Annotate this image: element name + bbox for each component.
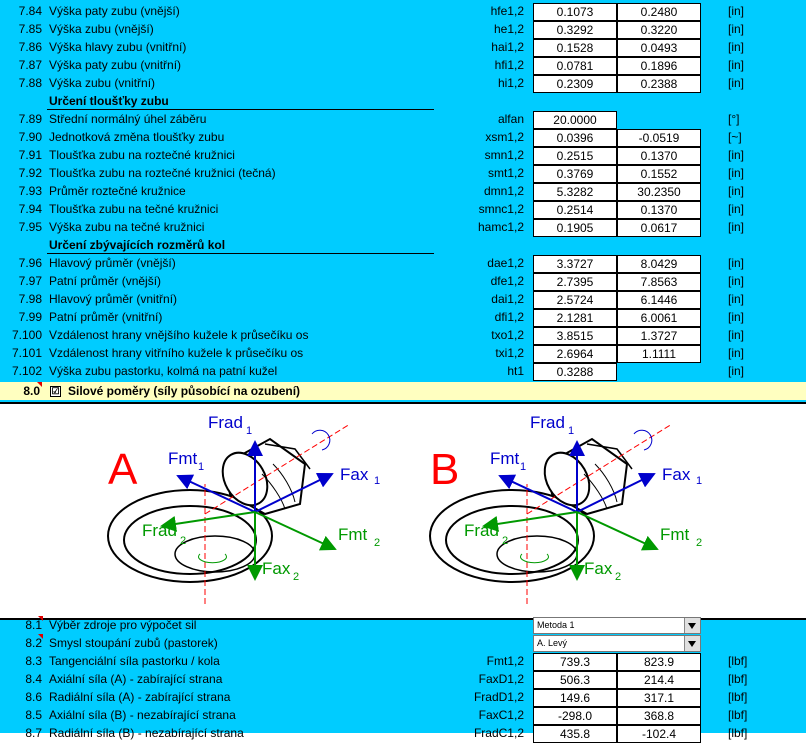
label-frad2: Frad (142, 521, 177, 540)
value-cell-2[interactable]: 0.3220 (617, 21, 701, 39)
table-row (0, 200, 806, 218)
row-8-2 (0, 634, 806, 652)
row-number: 7.94 (18, 202, 42, 216)
value-cell-1[interactable]: 0.3292 (533, 21, 617, 39)
row-number: 7.97 (18, 274, 42, 288)
row-label: Tloušťka zubu na roztečné kružnici (49, 148, 235, 162)
value-cell-1[interactable]: 0.2515 (533, 147, 617, 165)
label-frad1: Frad (530, 413, 565, 432)
row-label: Výška zubu (vnitřní) (49, 76, 156, 90)
row-unit: [in] (728, 220, 745, 234)
value-cell-2[interactable]: -0.0519 (617, 129, 701, 147)
comment-marker-icon (37, 382, 42, 387)
label-sub: 2 (180, 535, 187, 547)
comment-marker-icon (38, 634, 43, 639)
row-label: Výběr zdroje pro výpočet sil (49, 618, 197, 632)
label-sub: 1 (374, 475, 381, 487)
value-cell-2[interactable]: -102.4 (617, 725, 701, 743)
row-unit: [lbf] (728, 654, 748, 668)
value-cell-1[interactable]: 0.1073 (533, 3, 617, 21)
value-cell-2[interactable]: 0.1552 (617, 165, 701, 183)
table-row (0, 56, 806, 74)
table-row (0, 724, 806, 742)
row-symbol: dfi1,2 (494, 310, 524, 324)
value-cell-1[interactable]: 0.2514 (533, 201, 617, 219)
row-number: 7.89 (18, 112, 42, 126)
row-label: Hlavový průměr (vnitřní) (49, 292, 178, 306)
row-number: 8.4 (25, 672, 42, 686)
value-cell-1[interactable]: 5.3282 (533, 183, 617, 201)
label-sub: 2 (293, 571, 300, 583)
row-number: 7.92 (18, 166, 42, 180)
row-number: 8.3 (25, 654, 42, 668)
row-unit: [lbf] (728, 690, 748, 704)
rotation-arrow-icon (312, 430, 330, 450)
row-label: Patní průměr (vnitřní) (49, 310, 163, 324)
row-label: Střední normálný úhel záběru (49, 112, 207, 126)
value-cell-2[interactable]: 7.8563 (617, 273, 701, 291)
value-cell-1[interactable]: 739.3 (533, 653, 617, 671)
value-cell-1[interactable]: 149.6 (533, 689, 617, 707)
source-select-value: Metoda 1 (537, 620, 575, 630)
value-cell-2[interactable]: 0.1370 (617, 201, 701, 219)
value-cell-1[interactable]: 0.1905 (533, 219, 617, 237)
value-cell-2[interactable]: 0.0617 (617, 219, 701, 237)
value-cell-2[interactable]: 0.0493 (617, 39, 701, 57)
row-number: 7.85 (18, 22, 42, 36)
section-checkbox[interactable]: ☑ (51, 386, 60, 396)
label-fmt1: Fmt (168, 449, 198, 468)
row-symbol: txo1,2 (491, 328, 524, 342)
row-unit: [in] (728, 40, 745, 54)
value-cell-2[interactable]: 8.0429 (617, 255, 701, 273)
table-row (0, 272, 806, 290)
header-label: Určení tloušťky zubu (49, 94, 169, 108)
label-frad2: Frad (464, 521, 499, 540)
value-cell-1[interactable]: 506.3 (533, 671, 617, 689)
row-number: 7.101 (11, 346, 42, 360)
section-bar-forces[interactable] (0, 382, 806, 400)
row-number: 8.6 (25, 690, 42, 704)
row-number: 7.84 (18, 4, 42, 18)
row-number: 7.86 (18, 40, 42, 54)
row-label: Výška zubu pastorku, kolmá na patní kužel (49, 364, 278, 378)
value-cell-2[interactable]: 317.1 (617, 689, 701, 707)
table-row (0, 362, 806, 380)
value-cell-2[interactable]: 823.9 (617, 653, 701, 671)
label-sub: 2 (696, 537, 703, 549)
chevron-down-icon[interactable] (684, 618, 700, 633)
label-sub: 1 (198, 461, 205, 473)
value-cell-2[interactable]: 368.8 (617, 707, 701, 725)
row-label: Tloušťka zubu na roztečné kružnici (tečná) (49, 166, 276, 180)
value-cell-1[interactable]: 2.7395 (533, 273, 617, 291)
rotation-arrow-icon (634, 430, 652, 450)
table-row (0, 254, 806, 272)
row-unit: [in] (728, 310, 745, 324)
row-label: Výška hlavy zubu (vnitřní) (49, 40, 187, 54)
label-fax2: Fax (584, 559, 613, 578)
row-number: 7.88 (18, 76, 42, 90)
row-symbol: hfe1,2 (490, 4, 524, 18)
section-number: 8.0 (23, 384, 40, 398)
letter-b: B (430, 445, 460, 494)
row-unit: [lbf] (728, 726, 748, 740)
row-symbol: he1,2 (493, 22, 524, 36)
value-cell-2[interactable]: 30.2350 (617, 183, 701, 201)
row-number: 8.1 (25, 618, 42, 632)
row-label: Výška zubu (vnější) (49, 22, 154, 36)
row-unit: [in] (728, 4, 745, 18)
row-unit: [in] (728, 292, 745, 306)
row-label: Axiální síla (A) - zabírající strana (49, 672, 223, 686)
row-symbol: hai1,2 (491, 40, 524, 54)
value-cell-2[interactable]: 1.3727 (617, 327, 701, 345)
section-header-tooth-thickness (0, 92, 806, 110)
table-row (0, 74, 806, 92)
force-diagram (0, 402, 806, 620)
row-symbol: xsm1,2 (485, 130, 524, 144)
row-number: 7.93 (18, 184, 42, 198)
row-number: 7.102 (11, 364, 42, 378)
ring-inner (175, 536, 255, 572)
row-number: 7.91 (18, 148, 42, 162)
row-unit: [°] (728, 112, 740, 126)
value-cell-1[interactable]: 2.6964 (533, 345, 617, 363)
value-cell-1[interactable]: 0.3769 (533, 165, 617, 183)
value-cell-2[interactable]: 0.2388 (617, 75, 701, 93)
label-fmt1: Fmt (490, 449, 520, 468)
row-number: 7.98 (18, 292, 42, 306)
row-label: Výška paty zubu (vnitřní) (49, 58, 182, 72)
table-row (0, 688, 806, 706)
label-sub: 1 (568, 425, 575, 437)
row-symbol: smt1,2 (487, 166, 524, 180)
table-row (0, 20, 806, 38)
force-diagram-svg (0, 404, 806, 618)
row-unit: [in] (728, 76, 745, 90)
label-fax2: Fax (262, 559, 291, 578)
row-symbol: dmn1,2 (483, 184, 524, 198)
force-arrow-fmt2 (577, 512, 657, 549)
row-number: 8.5 (25, 708, 42, 722)
diagram-a (108, 413, 380, 604)
row-symbol: ht1 (507, 364, 524, 378)
value-cell-1[interactable]: -298.0 (533, 707, 617, 725)
row-label: Smysl stoupání zubů (pastorek) (49, 636, 218, 650)
row-label: Axiální síla (B) - nezabírající strana (49, 708, 236, 722)
value-cell-1[interactable]: 0.0396 (533, 129, 617, 147)
row-label: Jednotková změna tloušťky zubu (49, 130, 225, 144)
row-unit: [in] (728, 22, 745, 36)
table-row (0, 2, 806, 20)
row-unit: [lbf] (728, 672, 748, 686)
table-row (0, 652, 806, 670)
row-number: 7.99 (18, 310, 42, 324)
value-cell-2[interactable]: 6.0061 (617, 309, 701, 327)
letter-a: A (108, 445, 138, 494)
table-row (0, 146, 806, 164)
row-number: 7.90 (18, 130, 42, 144)
row-symbol: dai1,2 (491, 292, 524, 306)
row-symbol: dae1,2 (487, 256, 524, 270)
row-unit: [in] (728, 202, 745, 216)
label-fmt2: Fmt (338, 525, 368, 544)
table-row (0, 344, 806, 362)
table-row (0, 670, 806, 688)
label-fmt2: Fmt (660, 525, 690, 544)
row-label: Tloušťka zubu na tečné kružnici (49, 202, 219, 216)
row-unit: [in] (728, 184, 745, 198)
row-unit: [~] (728, 130, 742, 144)
row-symbol: dfe1,2 (490, 274, 524, 288)
row-symbol: alfan (497, 112, 524, 126)
row-number: 7.96 (18, 256, 42, 270)
row-8-1 (0, 616, 806, 634)
label-frad1: Frad (208, 413, 243, 432)
label-sub: 2 (615, 571, 622, 583)
row-symbol: FaxD1,2 (478, 672, 524, 686)
table-row (0, 128, 806, 146)
value-cell-1[interactable]: 0.1528 (533, 39, 617, 57)
value-cell-1[interactable]: 0.2309 (533, 75, 617, 93)
table-row (0, 164, 806, 182)
row-unit: [in] (728, 364, 745, 378)
value-cell-1[interactable]: 20.0000 (533, 111, 617, 129)
row-symbol: Fmt1,2 (486, 654, 524, 668)
chevron-down-icon[interactable] (684, 636, 700, 651)
value-cell-2[interactable]: 0.2480 (617, 3, 701, 21)
row-label: Hlavový průměr (vnější) (49, 256, 176, 270)
table-row (0, 308, 806, 326)
row-label: Průměr roztečné kružnice (49, 184, 186, 198)
value-cell-1[interactable]: 2.5724 (533, 291, 617, 309)
rotation-arrow-icon (199, 554, 227, 563)
header-label: Určení zbývajících rozměrů kol (49, 238, 226, 252)
row-symbol: smnc1,2 (478, 202, 524, 216)
row-label: Výška zubu na tečné kružnici (49, 220, 205, 234)
row-unit: [in] (728, 256, 745, 270)
table-row (0, 290, 806, 308)
value-cell-2[interactable]: 0.1370 (617, 147, 701, 165)
ring-inner (497, 536, 577, 572)
value-cell-2[interactable]: 6.1446 (617, 291, 701, 309)
helix-direction-value: A. Levý (537, 638, 568, 648)
table-row (0, 706, 806, 724)
row-symbol: FradC1,2 (473, 726, 524, 740)
row-symbol: txi1,2 (495, 346, 524, 360)
row-label: Vzdálenost hrany vnějšího kužele k průsečíku os (49, 328, 309, 342)
row-number: 7.87 (18, 58, 42, 72)
label-fax1: Fax (662, 465, 691, 484)
row-symbol: hamc1,2 (477, 220, 524, 234)
value-cell-1[interactable]: 2.1281 (533, 309, 617, 327)
value-cell-2[interactable]: 214.4 (617, 671, 701, 689)
value-cell-1[interactable]: 3.8515 (533, 327, 617, 345)
table-row (0, 218, 806, 236)
row-label: Výška paty zubu (vnější) (49, 4, 180, 18)
label-sub: 2 (374, 537, 381, 549)
row-symbol: hfi1,2 (494, 58, 524, 72)
row-symbol: smn1,2 (484, 148, 524, 162)
table-row (0, 326, 806, 344)
force-arrow-fmt2 (255, 512, 335, 549)
value-cell-1[interactable]: 0.3288 (533, 363, 617, 381)
table-row (0, 110, 806, 128)
label-sub: 1 (696, 475, 703, 487)
row-unit: [in] (728, 346, 745, 360)
row-unit: [in] (728, 166, 745, 180)
row-label: Vzdálenost hrany vitřního kužele k průsečíku os (49, 346, 304, 360)
rotation-arrow-icon (521, 554, 549, 563)
row-symbol: FaxC1,2 (478, 708, 524, 722)
row-unit: [in] (728, 148, 745, 162)
row-unit: [lbf] (728, 708, 748, 722)
section-header-remaining-dimensions (0, 236, 806, 254)
value-cell-1[interactable]: 0.0781 (533, 57, 617, 75)
row-unit: [in] (728, 328, 745, 342)
row-label: Patní průměr (vnější) (49, 274, 162, 288)
row-symbol: hi1,2 (497, 76, 524, 90)
label-fax1: Fax (340, 465, 369, 484)
value-cell-1[interactable]: 435.8 (533, 725, 617, 743)
row-symbol: FradD1,2 (473, 690, 524, 704)
row-unit: [in] (728, 274, 745, 288)
table-row (0, 38, 806, 56)
label-sub: 1 (520, 461, 527, 473)
row-number: 8.2 (25, 636, 42, 650)
row-unit: [in] (728, 58, 745, 72)
section-title: Silové poměry (síly působící na ozubení) (68, 384, 301, 398)
source-select[interactable] (533, 617, 701, 634)
diagram-b (430, 413, 702, 604)
row-number: 7.100 (11, 328, 42, 342)
value-cell-2[interactable]: 1.1111 (617, 345, 701, 363)
helix-direction-select[interactable] (533, 635, 701, 652)
row-label: Tangenciální síla pastorku / kola (49, 654, 220, 668)
value-cell-2[interactable]: 0.1896 (617, 57, 701, 75)
label-sub: 1 (246, 425, 253, 437)
row-number: 8.7 (25, 726, 42, 740)
table-row (0, 182, 806, 200)
row-number: 7.95 (18, 220, 42, 234)
row-label: Radiální síla (B) - nezabírající strana (49, 726, 244, 740)
value-cell-1[interactable]: 3.3727 (533, 255, 617, 273)
comment-marker-icon (38, 616, 43, 621)
label-sub: 2 (502, 535, 509, 547)
row-label: Radiální síla (A) - zabírající strana (49, 690, 231, 704)
